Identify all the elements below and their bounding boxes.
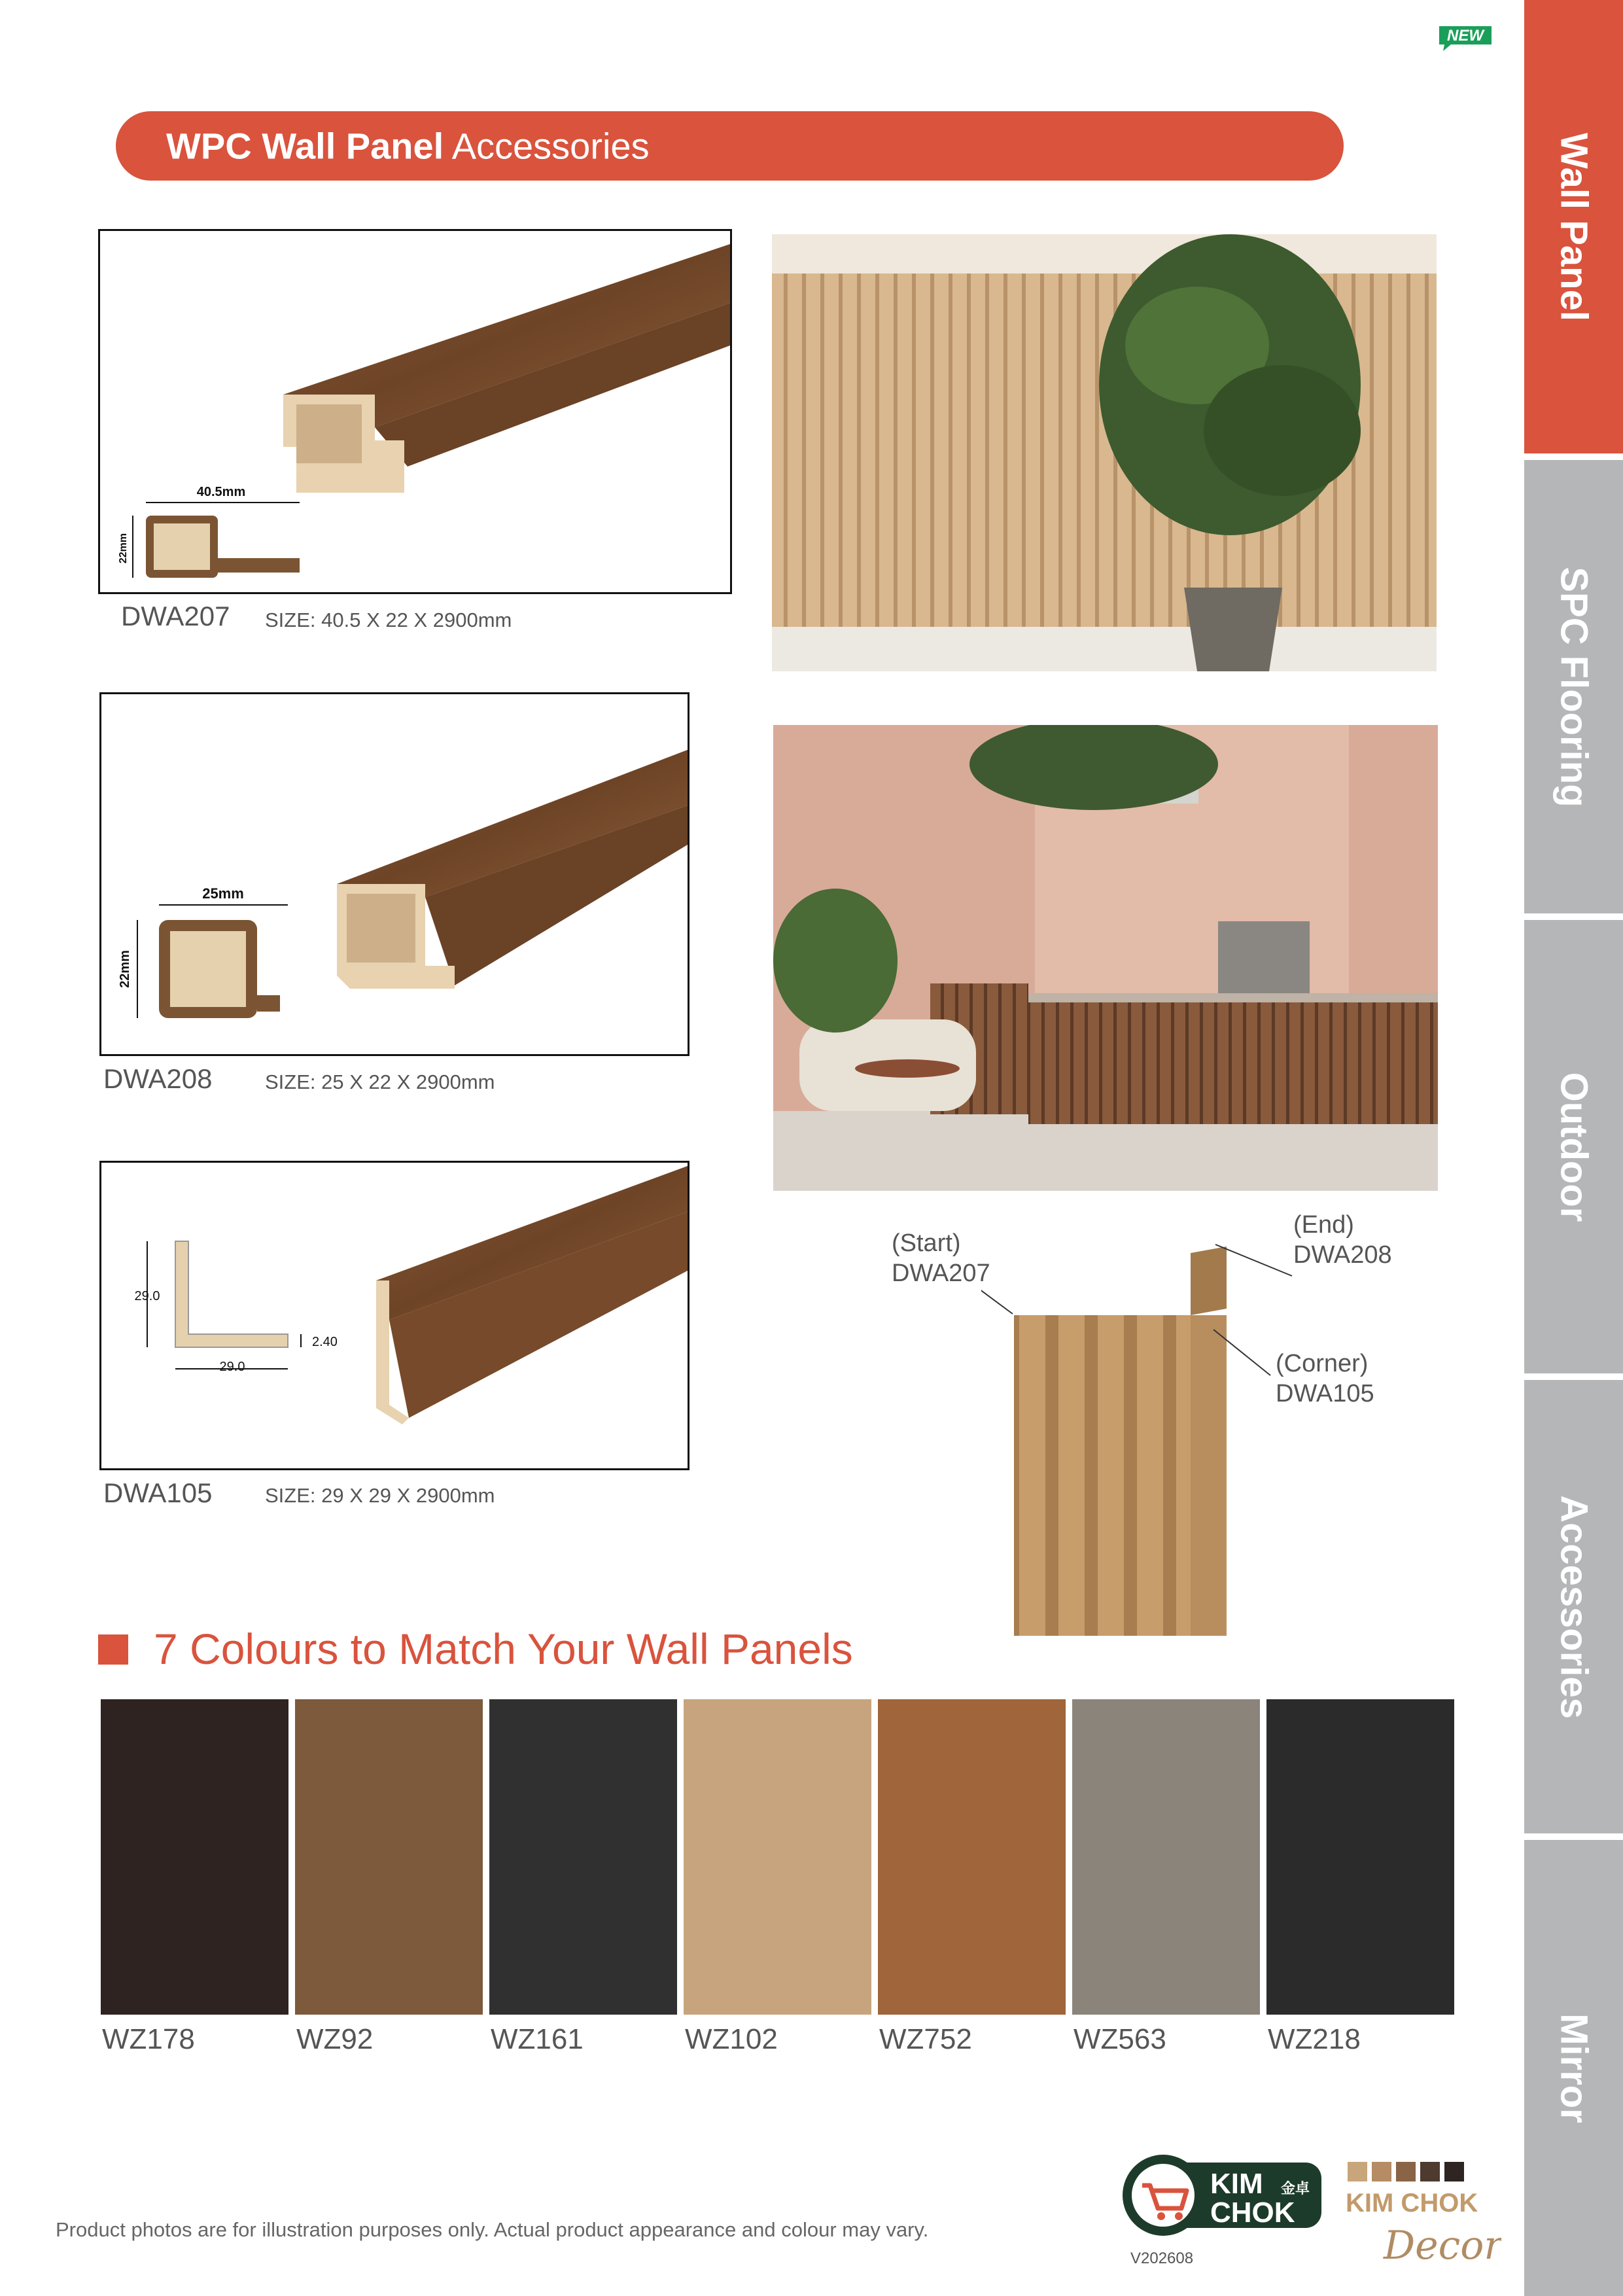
cafe-interior-photo	[773, 725, 1438, 1191]
dim-thickness-label: 2.40	[312, 1335, 338, 1349]
colour-swatch	[489, 1699, 677, 2015]
logo-text-kim: KIM	[1210, 2168, 1263, 2200]
dim-height-label: 22mm	[118, 950, 132, 988]
diagram-end-label: (End)	[1293, 1211, 1354, 1239]
footer-disclaimer: Product photos are for illustration purposes only. Actual product appearance and colour may vary.	[56, 2218, 929, 2241]
decor-brand-text: KIM CHOK	[1346, 2189, 1478, 2217]
colour-swatch	[101, 1699, 288, 2015]
diagram-start-code: DWA207	[892, 1259, 990, 1287]
dim-width-label: 40.5mm	[196, 485, 246, 499]
diagram-start-label: (Start)	[892, 1229, 961, 1257]
dim-height-label: 29.0	[134, 1289, 160, 1303]
side-tab-mirror[interactable]	[1524, 1840, 1623, 2296]
page-title-rest: Accessories	[451, 125, 650, 167]
wall-panel-photo-plant	[772, 234, 1437, 671]
colour-swatch	[1072, 1699, 1260, 2015]
logo-text-chok: CHOK	[1210, 2197, 1295, 2229]
colour-swatch	[1266, 1699, 1454, 2015]
colours-heading-bullet	[98, 1634, 128, 1665]
swatch-code: WZ178	[102, 2023, 195, 2055]
diagram-corner-label: (Corner)	[1276, 1350, 1369, 1377]
colour-swatch	[295, 1699, 483, 2015]
product-code: DWA207	[121, 601, 230, 631]
product-image-dwa207	[98, 229, 732, 594]
side-tab-label: Accessories	[1552, 1494, 1595, 1719]
kimchok-decor-logo	[1344, 2161, 1501, 2272]
swatch-code: WZ218	[1268, 2023, 1361, 2055]
side-tab-label: Mirror	[1552, 2013, 1595, 2123]
side-tab-label: Outdoor	[1552, 1072, 1595, 1222]
new-badge	[1437, 24, 1494, 52]
diagram-end-code: DWA208	[1293, 1241, 1392, 1269]
colour-swatch	[878, 1699, 1066, 2015]
dim-height-label: 22mm	[118, 533, 129, 564]
swatch-code: WZ563	[1073, 2023, 1166, 2055]
page-title	[166, 125, 650, 168]
side-tab-outdoor[interactable]	[1524, 920, 1623, 1373]
side-tab-spc-flooring[interactable]	[1524, 460, 1623, 913]
dim-width-label: 29.0	[219, 1360, 245, 1374]
version-code: V202608	[1130, 2250, 1194, 2267]
diagram-label-end	[1293, 1210, 1392, 1270]
side-tab-accessories[interactable]	[1524, 1380, 1623, 1833]
product-code: DWA208	[103, 1063, 213, 1094]
colours-heading: 7 Colours to Match Your Wall Panels	[154, 1625, 853, 1673]
swatch-code: WZ752	[879, 2023, 972, 2055]
page-title-bold: WPC Wall Panel	[166, 125, 444, 167]
logo-text-chinese: 金卓	[1281, 2181, 1310, 2197]
section-header	[116, 111, 1344, 181]
product-code: DWA105	[103, 1477, 213, 1508]
swatch-code: WZ102	[685, 2023, 778, 2055]
diagram-corner-code: DWA105	[1276, 1379, 1374, 1407]
side-tab-label: Wall Panel	[1552, 132, 1595, 321]
kimchok-logo	[1119, 2153, 1321, 2238]
diagram-label-start	[892, 1229, 990, 1288]
installation-diagram	[981, 1230, 1439, 1636]
product-size: SIZE: 40.5 X 22 X 2900mm	[265, 609, 512, 631]
decor-script-text: Decor	[1384, 2223, 1501, 2269]
product-size: SIZE: 25 X 22 X 2900mm	[265, 1070, 495, 1093]
side-tab-label: SPC Flooring	[1552, 566, 1595, 807]
product-image-dwa208	[99, 692, 689, 1056]
colour-swatch	[684, 1699, 871, 2015]
product-size: SIZE: 29 X 29 X 2900mm	[265, 1484, 495, 1507]
swatch-code: WZ92	[296, 2023, 374, 2055]
diagram-label-corner	[1276, 1349, 1374, 1409]
side-tab-wall-panel[interactable]	[1524, 0, 1623, 453]
new-badge-text: NEW	[1447, 27, 1484, 44]
product-image-dwa105	[99, 1161, 689, 1470]
swatch-code: WZ161	[491, 2023, 584, 2055]
dim-width-label: 25mm	[202, 885, 244, 902]
